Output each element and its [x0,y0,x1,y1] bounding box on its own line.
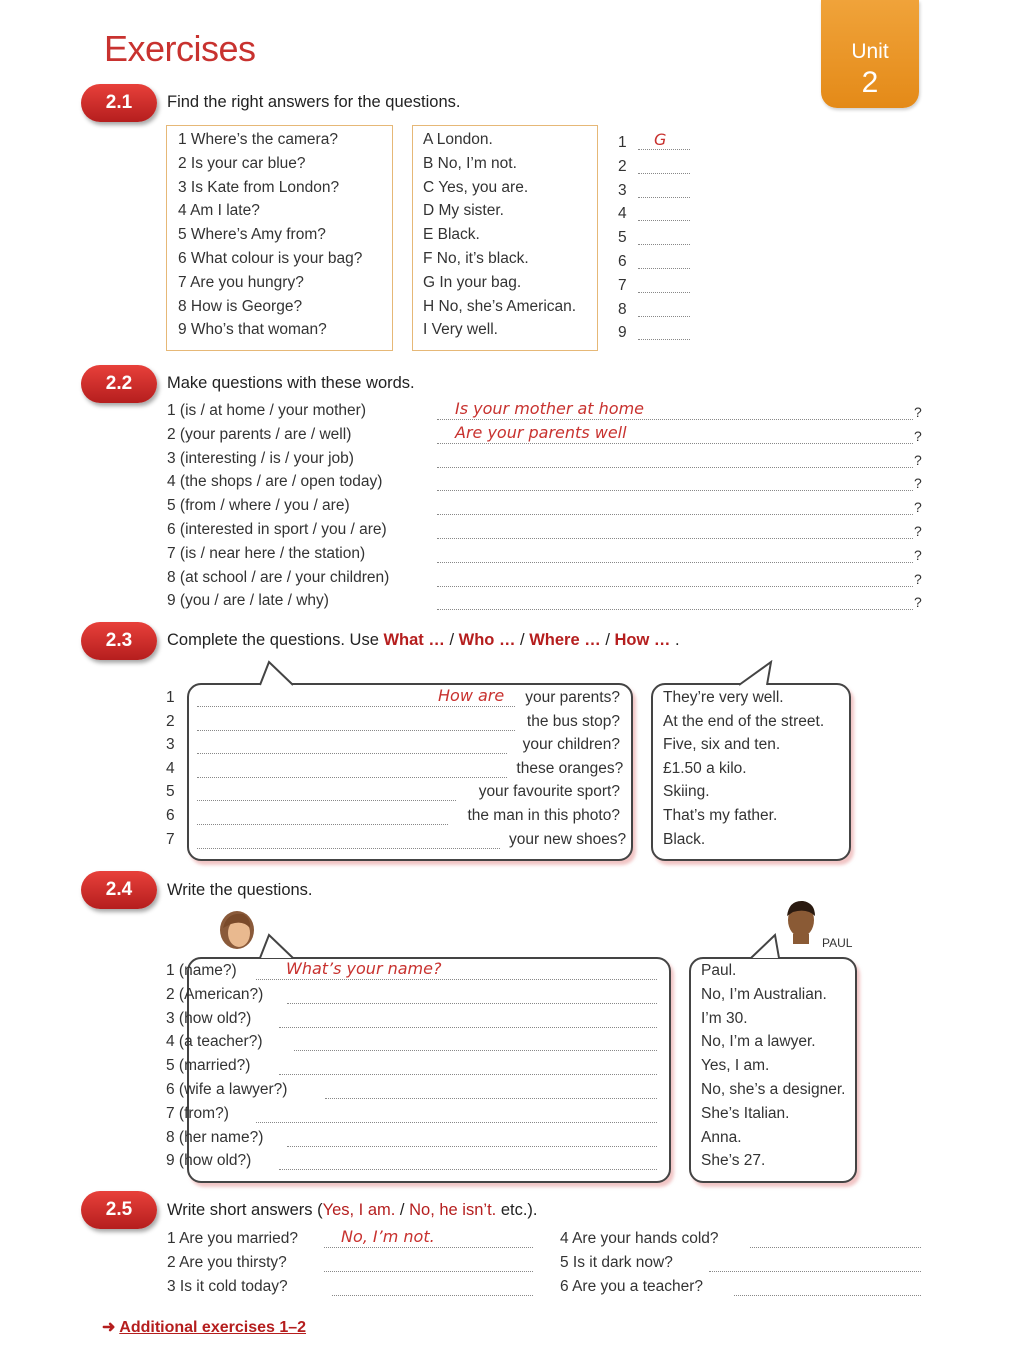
answer-item: I Very well. [423,321,498,339]
bubble-tail [255,660,305,686]
blank-number: 8 [618,300,627,318]
exercise-badge-2-1: 2.1 [81,84,157,122]
question-ending: your children? [522,736,620,754]
blank-number: 4 [618,205,627,223]
exercise-badge-2-4: 2.4 [81,871,157,909]
blank-number: 6 [618,253,627,270]
arrow-icon: ➜ [102,1319,116,1336]
reply-text: Five, six and ten. [663,736,781,754]
answer-line[interactable] [197,799,456,801]
answer-item: D My sister. [423,202,504,220]
answer-line[interactable] [256,1121,657,1123]
instruction-text: Complete the questions. Use [167,631,384,649]
question-ending: these oranges? [516,759,624,777]
answer-line[interactable] [437,537,913,539]
handwritten-answer: No, I’m not. [341,1227,435,1246]
page-title: Exercises [104,28,256,69]
word-where: Where … [524,631,606,649]
line-number: 5 [166,783,175,801]
line-number: 3 [166,736,175,754]
answer-line[interactable] [279,1168,657,1170]
answer-line[interactable] [256,978,657,980]
answer-item: B No, I’m not. [423,154,517,172]
blank-number: 2 [618,157,627,175]
question-ending: the bus stop? [526,712,620,730]
reply-text: Anna. [701,1128,742,1146]
reply-text: No, she’s a designer. [701,1081,846,1098]
question-mark: ? [914,475,922,492]
woman-avatar [215,908,259,954]
question-mark: ? [914,523,922,539]
answer-line[interactable] [197,823,448,825]
line-number: 4 [166,759,175,777]
instruction-2-3 [167,631,680,650]
short-answer-question: 2 Are you thirsty? [167,1253,287,1271]
line-number: 7 [166,830,175,848]
answer-line[interactable] [324,1270,533,1272]
question-mark: ? [914,570,922,587]
question-ending: the man in this photo? [467,807,620,824]
answer-line[interactable] [437,608,913,610]
reply-text: She’s Italian. [701,1104,790,1122]
line-number: 1 [166,689,175,706]
word-prompt: 9 (you / are / late / why) [167,592,329,610]
answer-line[interactable] [437,466,913,468]
word-prompt: 3 (interesting / is / your job) [167,449,354,467]
word-prompt: 2 (your parents / are / well) [167,425,352,443]
separator: / [449,631,455,649]
question-mark: ? [914,404,922,420]
prompt: 7 (from?) [166,1104,229,1122]
answer-line[interactable] [324,1246,533,1248]
question-mark: ? [914,546,922,563]
separator: / [520,631,525,649]
answer-line[interactable] [709,1270,921,1272]
question-mark: ? [914,594,922,611]
reply-text: At the end of the street. [663,712,825,730]
answer-item: C Yes, you are. [423,178,529,196]
answer-blank[interactable] [638,196,690,198]
question-item: 4 Am I late? [178,202,260,220]
additional-exercises-link[interactable] [102,1317,306,1337]
answer-line[interactable] [294,1049,657,1051]
question-item: 7 Are you hungry? [178,273,304,291]
line-number: 6 [166,807,175,824]
reply-text: Black. [663,830,706,848]
paul-label: PAUL [822,936,853,950]
example-no: No, he isn’t. [409,1201,497,1219]
answer-blank[interactable] [638,315,690,317]
short-answer-question: 1 Are you married? [167,1230,298,1247]
question-item: 2 Is your car blue? [178,154,306,172]
question-mark: ? [914,499,922,516]
word-prompt: 5 (from / where / you / are) [167,497,350,515]
answer-blank[interactable] [638,172,690,174]
question-item: 6 What colour is your bag? [178,250,363,267]
handwritten-answer: Is your mother at home [455,399,645,418]
question-ending: your parents? [525,689,620,706]
answer-line[interactable] [332,1294,533,1296]
short-answer-question: 5 Is it dark now? [560,1253,673,1271]
word-prompt: 4 (the shops / are / open today) [167,473,383,491]
exercise-badge-2-3: 2.3 [81,622,157,660]
reply-text: I’m 30. [701,1009,748,1027]
answer-line[interactable] [750,1246,921,1248]
reply-text: Skiing. [663,783,710,801]
answer-line[interactable] [437,561,913,563]
answer-line[interactable] [734,1294,921,1296]
instruction-text: Write short answers ( [167,1201,323,1219]
answer-line[interactable] [279,1026,657,1028]
handwritten-answer: What’s your name? [286,959,442,978]
reply-text: She’s 27. [701,1152,766,1170]
unit-tab [821,0,919,108]
blank-number: 5 [618,229,627,247]
answer-line[interactable] [287,1145,657,1147]
reply-text: No, I’m a lawyer. [701,1033,816,1051]
bubble-tail [733,660,783,686]
answer-line[interactable] [287,1002,657,1004]
bubble-tail [745,933,795,959]
answer-line[interactable] [197,705,515,707]
unit-number: 2 [861,66,879,99]
full-stop: . [675,631,680,649]
prompt: 8 (her name?) [166,1128,264,1146]
word-who: Who … [454,631,521,649]
separator: / [395,1201,410,1219]
exercise-badge-2-2: 2.2 [81,365,157,403]
reply-text: £1.50 a kilo. [663,759,747,777]
answer-line[interactable] [437,585,913,587]
instruction-2-5 [167,1201,538,1220]
instruction-2-1: Find the right answers for the questions. [167,93,461,111]
question-ending: your favourite sport? [478,783,620,801]
answer-line[interactable] [437,489,913,491]
question-mark: ? [914,451,922,468]
link-text[interactable]: Additional exercises 1–2 [119,1319,307,1336]
reply-text: Paul. [701,962,737,979]
question-item: 8 How is George? [178,297,303,315]
prompt: 6 (wife a lawyer?) [166,1081,288,1098]
word-how: How … [609,631,675,649]
exercise-badge-2-5: 2.5 [81,1191,157,1229]
reply-text: Yes, I am. [701,1057,770,1075]
blank-number: 3 [618,181,627,199]
instruction-2-2: Make questions with these words. [167,374,415,392]
word-prompt: 6 (interested in sport / you / are) [167,521,387,538]
answer-line[interactable] [437,442,913,444]
prompt: 4 (a teacher?) [166,1033,263,1051]
answer-blank[interactable] [638,219,690,221]
short-answer-question: 4 Are your hands cold? [560,1230,719,1247]
question-item: 9 Who’s that woman? [178,321,327,339]
question-mark: ? [914,427,922,444]
answer-item: A London. [423,131,493,148]
example-yes: Yes, I am. [322,1201,396,1219]
unit-label: Unit [851,40,889,63]
word-prompt: 7 (is / near here / the station) [167,544,366,562]
instruction-end: etc.). [496,1201,538,1219]
answer-line[interactable] [197,776,507,778]
word-prompt: 8 (at school / are / your children) [167,568,390,586]
answer-line[interactable] [197,847,500,849]
blank-number: 7 [618,276,627,294]
blank-number: 1 [618,134,627,151]
handwritten-answer: How are [438,686,505,705]
prompt: 3 (how old?) [166,1009,252,1027]
bubble-tail [255,933,305,959]
answer-line[interactable] [197,729,515,731]
blank-number: 9 [618,324,627,342]
answer-line[interactable] [279,1073,657,1075]
word-what: What … [383,631,450,649]
question-item: 5 Where’s Amy from? [178,226,326,244]
answer-blank[interactable] [638,338,690,340]
instruction-2-4: Write the questions. [167,881,313,899]
reply-text: That’s my father. [663,807,778,824]
question-item: 1 Where’s the camera? [178,131,338,148]
answer-line[interactable] [437,513,913,515]
answer-item: H No, she’s American. [423,297,577,315]
line-number: 2 [166,712,175,730]
question-item: 3 Is Kate from London? [178,178,340,196]
handwritten-answer: G [654,130,667,149]
prompt: 5 (married?) [166,1057,251,1075]
prompt: 1 (name?) [166,962,237,979]
word-prompt: 1 (is / at home / your mother) [167,402,366,419]
reply-text: They’re very well. [663,689,784,706]
reply-text: No, I’m Australian. [701,985,827,1003]
prompt: 9 (how old?) [166,1152,252,1170]
answer-line[interactable] [437,418,913,420]
short-answer-question: 3 Is it cold today? [167,1277,288,1295]
prompt: 2 (American?) [166,985,264,1003]
answer-line[interactable] [197,752,507,754]
answer-blank[interactable] [638,291,690,293]
answer-item: E Black. [423,226,480,244]
question-ending: your new shoes? [509,830,627,848]
answer-blank[interactable] [638,243,690,245]
answer-blank[interactable] [638,267,690,269]
handwritten-answer: Are your parents well [455,422,627,442]
separator: / [605,631,610,649]
short-answer-question: 6 Are you a teacher? [560,1277,704,1295]
answer-item: G In your bag. [423,273,522,291]
answer-line[interactable] [325,1097,657,1099]
answer-item: F No, it’s black. [423,250,529,267]
